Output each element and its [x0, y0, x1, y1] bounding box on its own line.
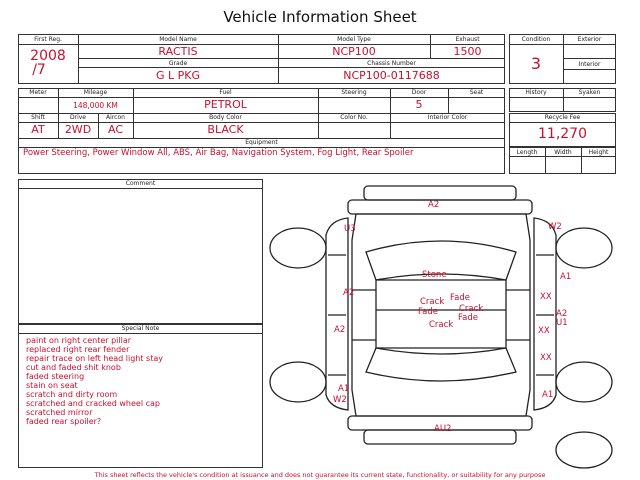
damage-mark: U3: [344, 224, 356, 234]
interior-label: Interior: [578, 61, 601, 68]
damage-mark: XX: [538, 326, 550, 336]
damage-mark: Crack: [459, 304, 484, 314]
special-note-item: paint on right center pillar: [26, 336, 132, 345]
width-label: Width: [554, 149, 572, 156]
right-side-profile: [534, 218, 556, 410]
fuel-label: Fuel: [219, 89, 232, 96]
damage-mark: AU2: [434, 424, 452, 434]
special-note-item: scratched and cracked wheel cap: [26, 399, 160, 408]
damage-mark: A2: [428, 200, 440, 210]
rear-window: [366, 348, 516, 381]
damage-mark: A2: [556, 309, 568, 319]
special-note-item: scratch and dirty room: [26, 390, 118, 399]
special-note-item: faded steering: [26, 372, 85, 381]
special-note-item: repair trace on left head light stay: [26, 354, 163, 363]
shift-label: Shift: [31, 114, 45, 121]
damage-mark: Stone: [422, 270, 447, 280]
model-name-label: Model Name: [159, 36, 197, 43]
condition-label: Condition: [521, 36, 551, 43]
special-note-item: scratched mirror: [26, 408, 93, 417]
door-label: Door: [411, 89, 427, 96]
fuel-value: PETROL: [204, 98, 247, 111]
disclaimer-footer: This sheet reflects the vehicle's condition at issuance and does not guarantee its current state, functionality, or suitability for any purpose: [94, 471, 546, 479]
exhaust-label: Exhaust: [455, 36, 480, 43]
grade-value: G L PKG: [155, 69, 201, 82]
car-body: [352, 214, 530, 416]
seat-label: Seat: [469, 89, 484, 96]
comment-label: Comment: [125, 180, 156, 187]
drive-label: Drive: [70, 114, 86, 121]
damage-mark: Crack: [429, 320, 454, 330]
special-note-item: cut and faded shit knob: [26, 363, 121, 372]
meter-label: Meter: [29, 89, 47, 96]
front-left-wheel: [270, 228, 326, 268]
shift-value: AT: [31, 123, 45, 136]
damage-mark: W2: [548, 222, 562, 232]
color-no-label: Color No.: [340, 114, 368, 121]
roof: [376, 280, 506, 348]
aircon-label: Aircon: [106, 114, 125, 121]
height-label: Height: [588, 149, 609, 156]
damage-mark: A2: [343, 288, 355, 298]
length-label: Length: [516, 149, 538, 156]
rear-left-wheel: [270, 362, 326, 402]
damage-mark: A1: [560, 272, 572, 282]
damage-mark: U1: [556, 318, 568, 328]
damage-mark: Fade: [418, 307, 438, 317]
body-color-label: Body Color: [209, 114, 242, 121]
special-note-label: Special Note: [121, 325, 160, 332]
damage-mark: A1: [338, 384, 350, 394]
spare-wheel: [556, 432, 612, 468]
first-reg-label: First Reg.: [34, 36, 62, 43]
equipment-label: Equipment: [245, 139, 278, 146]
interior-color-label: Interior Color: [427, 114, 468, 121]
front-right-wheel: [556, 228, 612, 268]
damage-mark: Fade: [458, 313, 478, 323]
model-type-value: NCP100: [332, 45, 376, 58]
special-note-item: stain on seat: [26, 381, 78, 390]
damage-mark: A1: [542, 390, 554, 400]
aircon-value: AC: [107, 123, 123, 136]
page-title: Vehicle Information Sheet: [223, 8, 417, 26]
special-note-list: [26, 336, 258, 426]
front-bumper: [364, 186, 516, 200]
recycle-fee-label: Recycle Fee: [544, 114, 581, 121]
body-color-value: BLACK: [207, 123, 244, 136]
damage-mark: XX: [540, 292, 552, 302]
grade-label: Grade: [168, 60, 188, 67]
exterior-label: Exterior: [577, 36, 602, 43]
history-label: History: [525, 89, 547, 96]
chassis-value: NCP100-0117688: [343, 69, 440, 82]
steering-label: Steering: [341, 89, 367, 96]
drive-value: 2WD: [64, 123, 92, 136]
special-note-item: faded rear spoiler?: [26, 417, 102, 426]
model-name-value: RACTIS: [158, 45, 198, 58]
damage-mark: W2: [333, 395, 347, 405]
damage-mark: A2: [334, 325, 346, 335]
door-value: 5: [415, 98, 423, 111]
damage-mark: Fade: [450, 293, 470, 303]
model-type-label: Model Type: [337, 36, 371, 43]
first-reg-month: /7: [32, 62, 46, 78]
first-reg-year: 2008: [30, 48, 66, 64]
recycle-fee-value: 11,270: [538, 126, 587, 142]
rear-right-wheel: [556, 362, 612, 402]
comment-box: [18, 179, 263, 324]
chassis-label: Chassis Number: [367, 60, 416, 67]
damage-mark: Crack: [420, 297, 445, 307]
damage-mark: XX: [540, 353, 552, 363]
special-note-item: replaced right rear fender: [26, 345, 130, 354]
mileage-value: 148,000 KM: [73, 101, 118, 110]
equipment-value: Power Steering, Power Window All, ABS, Air Bag, Navigation System, Fog Light, Rear Spoiler: [23, 148, 414, 158]
mileage-label: Mileage: [83, 89, 108, 96]
condition-grade: 3: [530, 54, 542, 73]
exhaust-value: 1500: [453, 45, 482, 58]
left-side-profile: [326, 218, 348, 410]
syaken-label: Syaken: [578, 89, 601, 96]
